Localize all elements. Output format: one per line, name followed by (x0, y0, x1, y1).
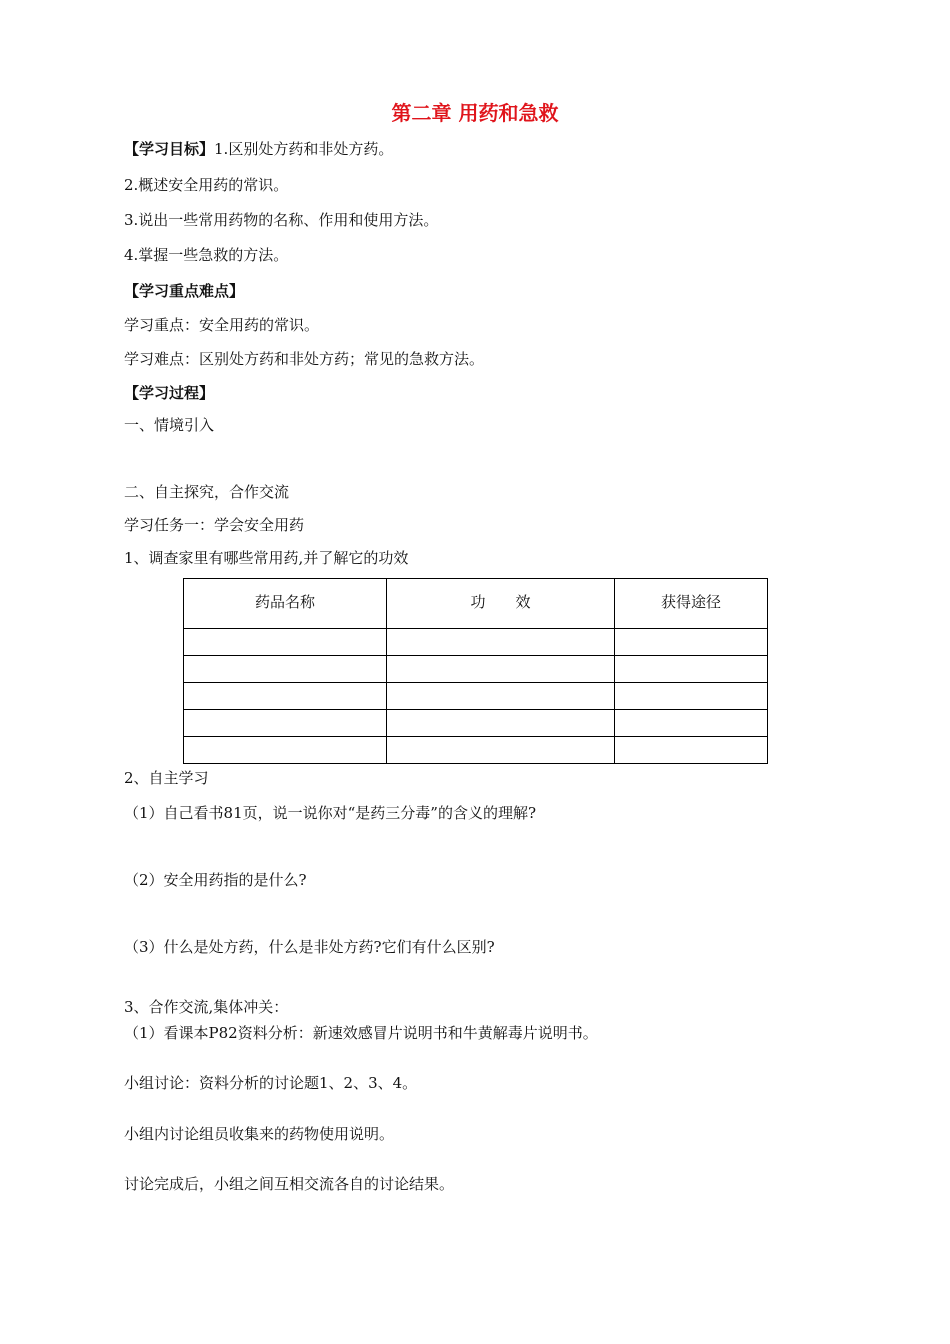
objective-item: 1.区别处方药和非处方药。 (214, 140, 394, 158)
table-cell[interactable] (615, 629, 768, 656)
table-cell[interactable] (615, 656, 768, 683)
table-cell[interactable] (387, 710, 615, 737)
survey-instruction: 1、调查家里有哪些常用药,并了解它的功效 (124, 549, 409, 567)
group-discussion-2: 小组内讨论组员收集来的药物使用说明。 (124, 1125, 395, 1143)
section-heading: 2、自主学习 (124, 769, 209, 787)
objective-item: 2.概述安全用药的常识。 (124, 176, 289, 194)
key-focus: 学习重点：安全用药的常识。 (124, 316, 320, 334)
objectives-label: 【学习目标】 (124, 140, 215, 158)
table-cell[interactable] (615, 737, 768, 764)
table-cell[interactable] (387, 683, 615, 710)
table-cell[interactable] (387, 656, 615, 683)
objectives-line-1 (124, 139, 393, 159)
group-discussion-1: 小组讨论：资料分析的讨论题1、2、3、4。 (124, 1074, 418, 1092)
objective-item: 3.说出一些常用药物的名称、作用和使用方法。 (124, 211, 439, 229)
table-row (184, 710, 768, 737)
question-1: （1）自己看书81页，说一说你对“是药三分毒”的含义的理解? (124, 804, 537, 822)
table-row (184, 737, 768, 764)
question-2: （2）安全用药指的是什么? (124, 871, 307, 889)
column-header-name: 药品名称 (184, 579, 387, 629)
table-cell[interactable] (184, 683, 387, 710)
section-heading: 二、自主探究，合作交流 (124, 483, 290, 501)
section-heading: 一、情境引入 (124, 416, 215, 434)
table-cell[interactable] (387, 629, 615, 656)
table-cell[interactable] (615, 683, 768, 710)
table-cell[interactable] (615, 710, 768, 737)
column-header-source: 获得途径 (615, 579, 768, 629)
task-heading: 学习任务一：学会安全用药 (124, 516, 305, 534)
table-cell[interactable] (184, 629, 387, 656)
column-header-effect: 功 效 (387, 579, 615, 629)
medicine-table (183, 578, 768, 764)
table-header-row (184, 579, 768, 629)
table-cell[interactable] (184, 656, 387, 683)
table-row (184, 683, 768, 710)
group-discussion-3: 讨论完成后，小组之间互相交流各自的讨论结果。 (124, 1175, 455, 1193)
key-difficulty: 学习难点：区别处方药和非处方药；常见的急救方法。 (124, 350, 485, 368)
section-heading: 3、合作交流,集体冲关： (124, 998, 289, 1016)
table-row (184, 656, 768, 683)
key-points-label: 【学习重点难点】 (124, 282, 245, 300)
table-row (184, 629, 768, 656)
table-cell[interactable] (184, 737, 387, 764)
process-label: 【学习过程】 (124, 384, 215, 402)
table-cell[interactable] (387, 737, 615, 764)
question-3: （3）什么是处方药，什么是非处方药?它们有什么区别? (124, 938, 495, 956)
table-cell[interactable] (184, 710, 387, 737)
page-title: 第二章 用药和急救 (391, 101, 559, 125)
objective-item: 4.掌握一些急救的方法。 (124, 246, 289, 264)
cooperation-item-1: （1）看课本P82资料分析：新速效感冒片说明书和牛黄解毒片说明书。 (124, 1024, 598, 1042)
